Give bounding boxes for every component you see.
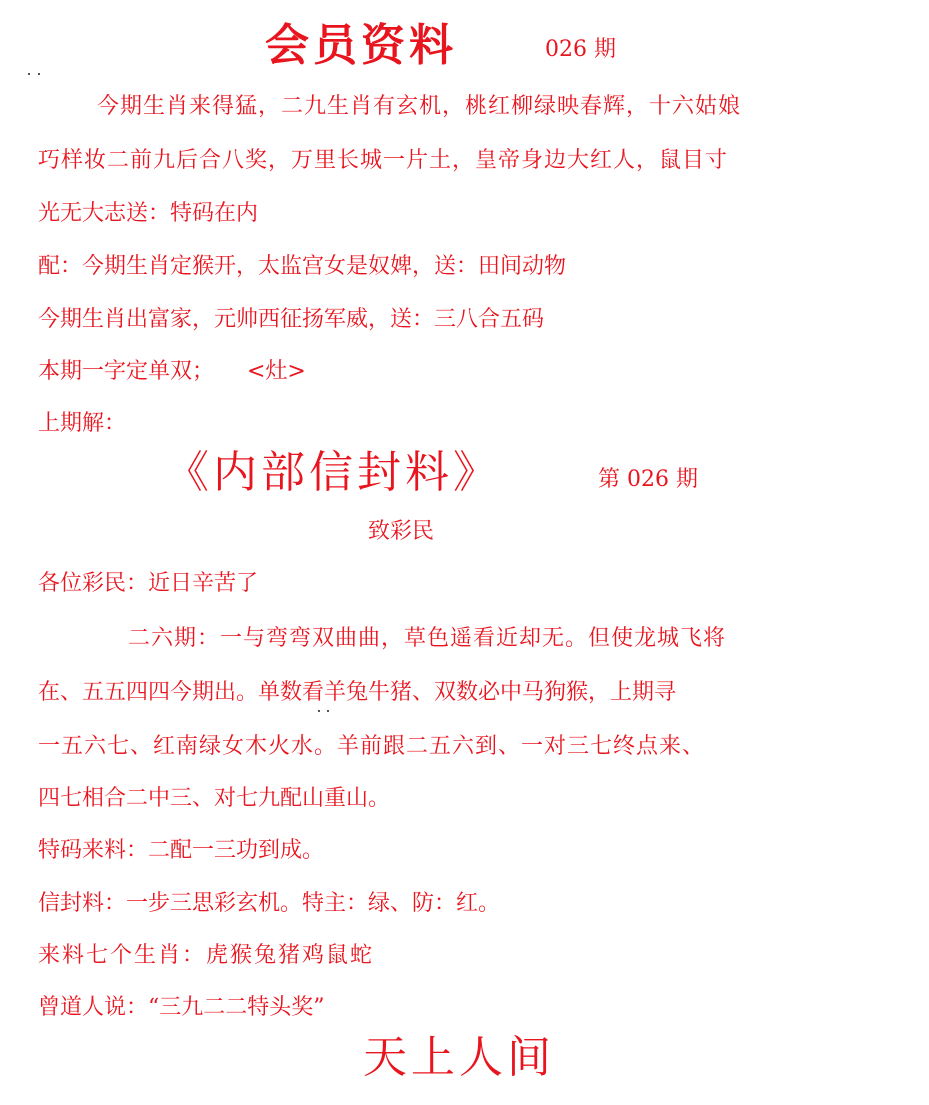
envelope-line-3: 在、五五四四今期出。单数看羊兔牛猪、双数必中马狗猴，上期寻	[38, 680, 677, 705]
envelope-line-7: 信封料：一步三思彩玄机。特主：绿、防：红。	[38, 891, 501, 916]
envelope-line-4: 一五六七、红南绿女木火水。羊前跟二五六到、一对三七终点来、	[38, 734, 706, 759]
footer-title: 天上人间	[363, 1032, 555, 1083]
greeting-title: 致彩民	[368, 519, 435, 544]
member-line-7: 上期解：	[38, 411, 127, 436]
scan-speck	[38, 73, 40, 75]
envelope-line-6: 特码来料：二配一三功到成。	[38, 838, 325, 863]
member-line-5: 今期生肖出富家，元帅西征扬军威，送：三八合五码	[38, 307, 545, 332]
member-title: 会员资料	[265, 20, 457, 71]
envelope-title: 《内部信封料》	[165, 447, 501, 498]
envelope-line-5: 四七相合二中三、对七九配山重山。	[38, 786, 391, 811]
envelope-line-2: 二六期：一与弯弯双曲曲，草色遥看近却无。但使龙城飞将	[128, 626, 727, 651]
scan-speck	[28, 73, 30, 75]
member-line-6: 本期一字定单双； <灶>	[38, 359, 306, 384]
envelope-line-9: 曾道人说：“三九二二特头奖”	[38, 995, 325, 1020]
envelope-line-8: 来料七个生肖：虎猴兔猪鸡鼠蛇	[38, 943, 375, 968]
scan-speck	[318, 710, 320, 712]
scan-speck	[327, 710, 329, 712]
member-issue-number: 026 期	[545, 37, 616, 62]
member-line-1: 今期生肖来得猛，二九生肖有玄机，桃红柳绿映春辉，十六姑娘	[97, 94, 742, 119]
envelope-issue-number: 第 026 期	[598, 467, 698, 492]
member-line-2: 巧样妆二前九后合八奖，万里长城一片土，皇帝身边大红人，鼠目寸	[38, 148, 729, 173]
member-line-4: 配：今期生肖定猴开，太监宫女是奴婢，送：田间动物	[38, 254, 567, 279]
member-line-3: 光无大志送：特码在内	[38, 201, 259, 226]
envelope-line-1: 各位彩民：近日辛苦了	[38, 571, 259, 596]
